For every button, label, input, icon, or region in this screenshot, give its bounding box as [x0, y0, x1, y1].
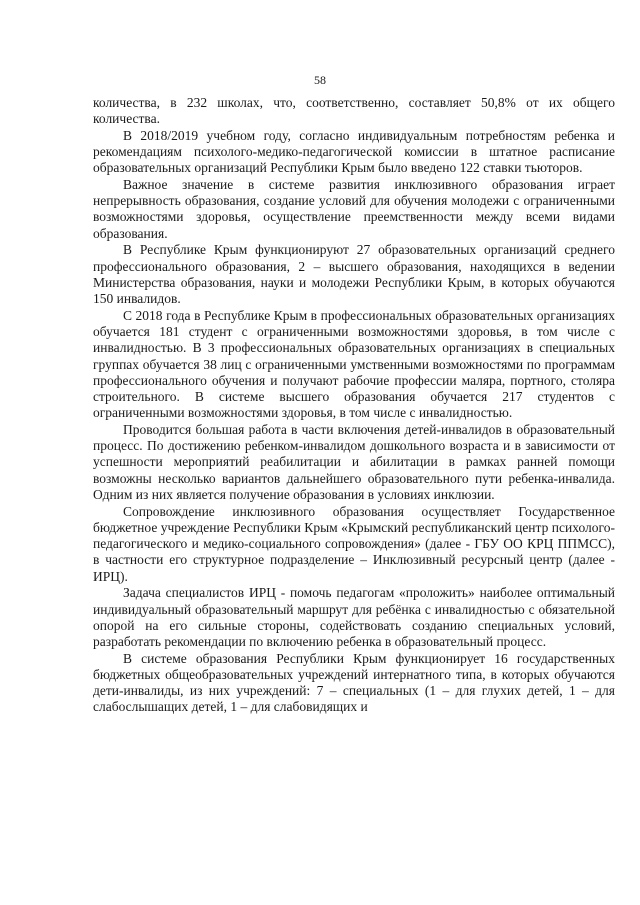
paragraph-8: Задача специалистов ИРЦ - помочь педагогам «проложить» наиболее оптимальный индивидуальный образовательный маршрут для ребёнка с инвалидностью с обязательной опорой на его сильные стороны, содействовать созданию специальных условий, разработать рекомендации по включению ребенка в образовательный процесс.: [93, 585, 615, 650]
paragraph-9: В системе образования Республики Крым функционирует 16 государственных бюджетных общеобразовательных учреждений интернатного типа, в которых обучаются дети-инвалиды, из них учреждений: 7 – специальных (1 – для глухих детей, 1 – для слабослышащих детей, 1 – для слабовидящих и: [93, 650, 615, 715]
paragraph-7: Сопровождение инклюзивного образования осуществляет Государственное бюджетное учреждение Республики Крым «Крымский республиканский центр психолого-педагогического и медико-социального сопровождения» (далее - ГБУ ОО КРЦ ППМСС), в частности его структурное подразделение – Инклюзивный ресурсный центр (далее - ИРЦ).: [93, 503, 615, 584]
document-body: [93, 95, 615, 716]
paragraph-5: С 2018 года в Республике Крым в профессиональных образовательных организациях обучается 181 студент с ограниченными возможностями здоровья, в том числе с инвалидностью. В 3 профессиональных образовательных организациях в специальных группах обучается 38 лиц с ограниченными умственными возможностями по программам профессионального обучения и получают рабочие профессии маляра, портного, столяра строительного. В системе высшего образования обучается 217 студентов с ограниченными возможностями здоровья, в том числе с инвалидностью.: [93, 307, 615, 421]
paragraph-1: количества, в 232 школах, что, соответственно, составляет 50,8% от их общего количества.: [93, 95, 615, 127]
paragraph-2: В 2018/2019 учебном году, согласно индивидуальным потребностям ребенка и рекомендациям психолого-медико-педагогической комиссии в штатное расписание образовательных организаций Республики Крым было введено 122 ставки тьюторов.: [93, 127, 615, 176]
page-number: 58: [314, 73, 326, 87]
paragraph-3: Важное значение в системе развития инклюзивного образования играет непрерывность образования, создание условий для обучения молодежи с ограниченными возможностями здоровья, осуществление преемственности между всеми видами образования.: [93, 176, 615, 241]
paragraph-4: В Республике Крым функционируют 27 образовательных организаций среднего профессионального образования, 2 – высшего образования, находящихся в ведении Министерства образования, науки и молодежи Республики Крым, в которых обучаются 150 инвалидов.: [93, 242, 615, 307]
paragraph-6: Проводится большая работа в части включения детей-инвалидов в образовательный процесс. По достижению ребенком-инвалидом дошкольного возраста и в зависимости от успешности мероприятий реабилитации и абилитации в рамках ранней помощи возможны несколько вариантов дальнейшего образовательного пути ребенка-инвалида. Одним из них является получение образования в условиях инклюзии.: [93, 421, 615, 503]
